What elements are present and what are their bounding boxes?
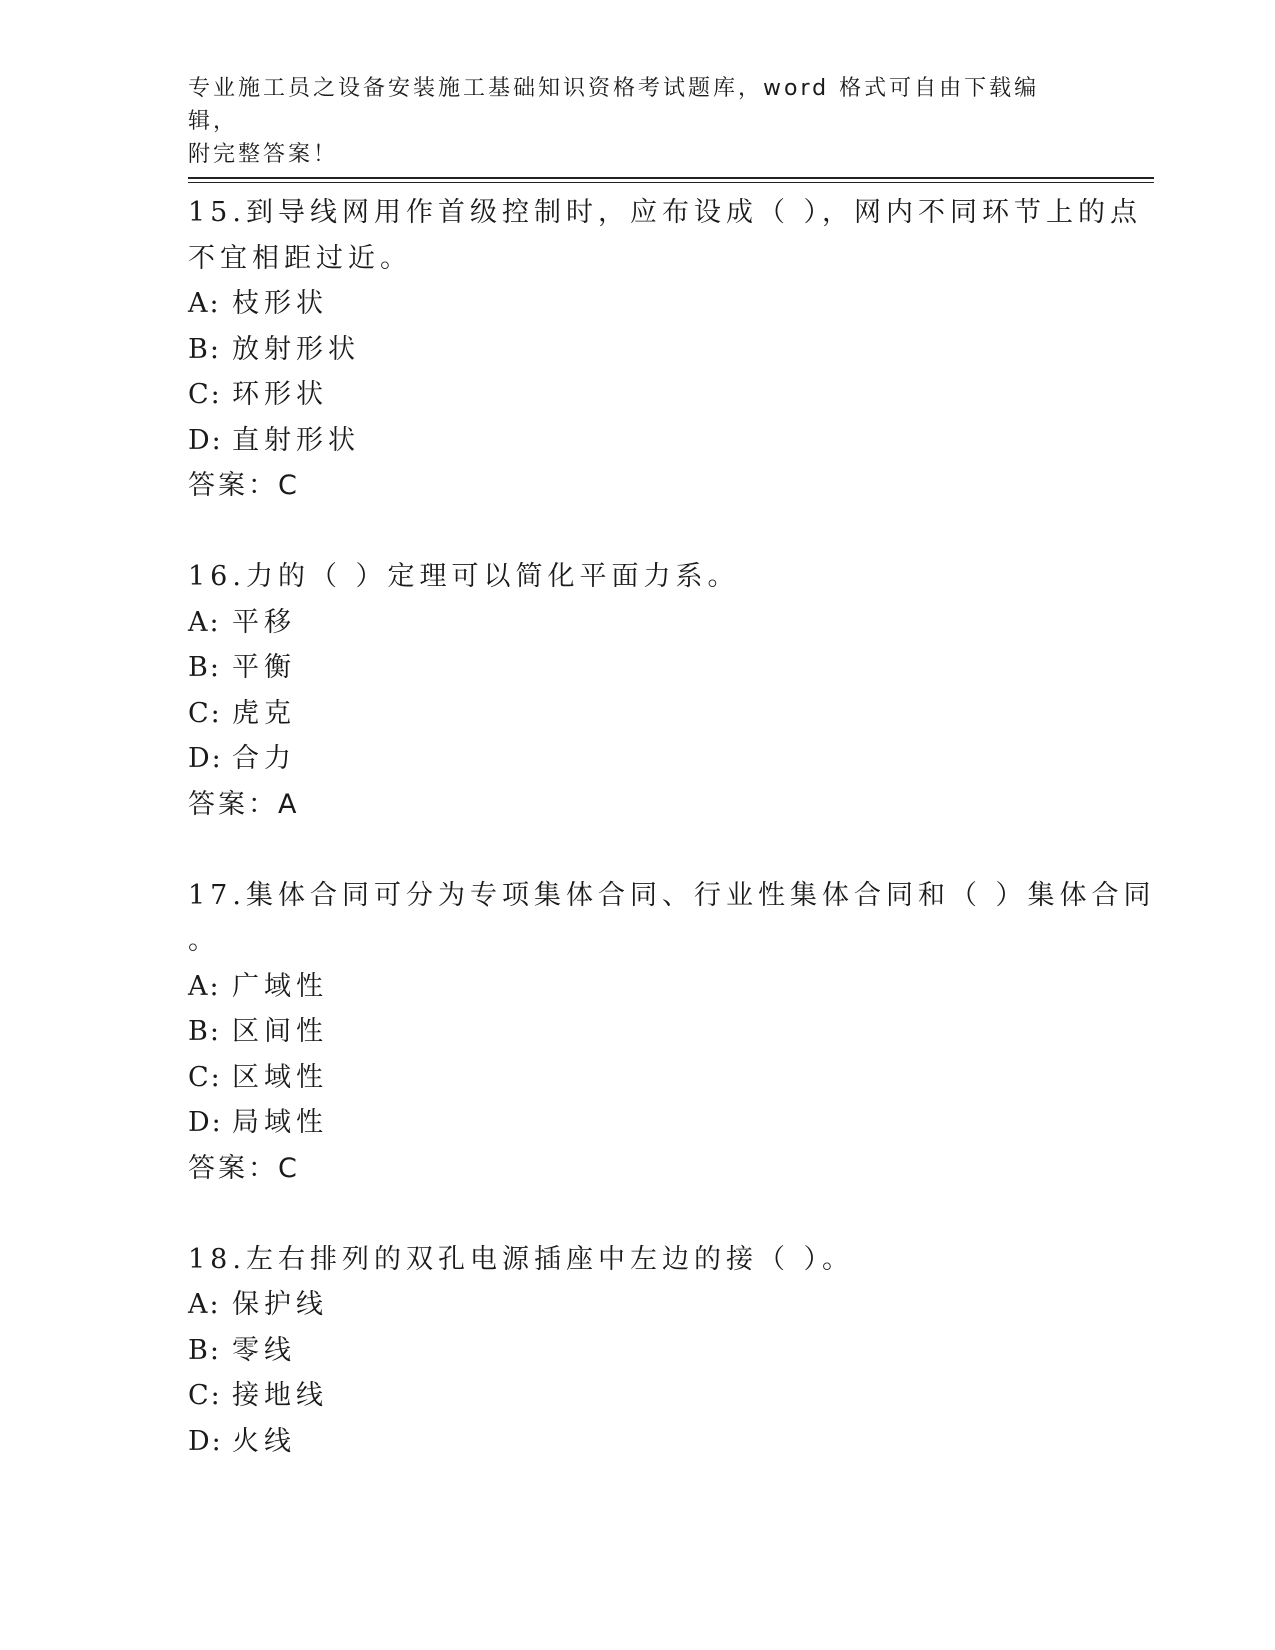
option-c	[188, 691, 1068, 737]
option-b	[188, 645, 1068, 691]
option-letter: C:	[188, 379, 222, 410]
question-stem: 15.到导线网用作首级控制时，应布设成（ ），网内不同环节上的点	[188, 197, 1143, 228]
option-text: 枝形状	[232, 288, 328, 319]
option-text: 接地线	[232, 1380, 328, 1411]
question-list	[188, 190, 1156, 1464]
option-letter: D:	[188, 1425, 223, 1457]
option-letter: C:	[188, 1380, 222, 1411]
question-stem-continued: 。	[188, 925, 220, 956]
question-stem: 16.力的（ ）定理可以简化平面力系。	[188, 561, 740, 592]
option-letter: B:	[188, 1334, 221, 1366]
answer-line: 答案：A	[188, 788, 300, 820]
option-text: 放射形状	[232, 333, 360, 365]
option-a	[188, 1282, 1068, 1328]
spacer	[188, 509, 1068, 555]
option-letter: B:	[188, 1016, 221, 1047]
option-b	[188, 327, 1068, 373]
option-a	[188, 964, 1068, 1010]
question-16	[188, 554, 1068, 827]
option-text: 区间性	[232, 1016, 328, 1047]
question-stem: 18.左右排列的双孔电源插座中左边的接（ ）。	[188, 1243, 855, 1275]
document-header	[188, 72, 1068, 171]
option-text: 环形状	[232, 379, 328, 410]
option-letter: D:	[188, 424, 223, 456]
header-divider-thin	[188, 182, 1154, 183]
option-letter: B:	[188, 333, 221, 365]
option-text: 保护线	[232, 1289, 328, 1320]
option-d	[188, 1100, 1068, 1146]
header-line-2: 附完整答案！	[188, 142, 339, 167]
option-c	[188, 372, 1068, 418]
option-letter: A:	[188, 288, 221, 319]
spacer	[188, 1191, 1068, 1237]
answer-line: 答案：C	[188, 1152, 300, 1184]
option-text: 局域性	[232, 1107, 328, 1138]
option-b	[188, 1328, 1068, 1374]
option-b	[188, 1009, 1068, 1055]
option-c	[188, 1055, 1068, 1101]
question-stem-continued: 不宜相距过近。	[188, 242, 412, 274]
option-letter: C:	[188, 697, 222, 729]
spacer	[188, 827, 1068, 873]
option-text: 零线	[232, 1334, 296, 1366]
option-letter: B:	[188, 652, 221, 683]
option-text: 虎克	[232, 697, 296, 729]
question-17	[188, 873, 1156, 1192]
option-c	[188, 1373, 1068, 1419]
question-18	[188, 1237, 1068, 1465]
answer-line: 答案：C	[188, 470, 300, 501]
option-letter: A:	[188, 606, 221, 638]
option-text: 合力	[232, 743, 296, 774]
option-text: 广域性	[232, 970, 328, 1002]
header-divider-thick	[188, 177, 1154, 179]
option-text: 火线	[232, 1425, 296, 1457]
option-text: 直射形状	[232, 424, 360, 456]
option-text: 平衡	[232, 652, 296, 683]
option-d	[188, 418, 1068, 464]
header-line-1: 专业施工员之设备安装施工基础知识资格考试题库，word 格式可自由下载编辑，	[188, 76, 1040, 134]
option-d	[188, 736, 1068, 782]
option-letter: D:	[188, 743, 223, 774]
option-letter: D:	[188, 1107, 223, 1138]
question-15	[188, 190, 1143, 509]
option-text: 平移	[232, 606, 296, 638]
option-text: 区域性	[232, 1061, 328, 1093]
option-letter: A:	[188, 970, 221, 1002]
option-letter: C:	[188, 1061, 222, 1093]
option-d	[188, 1419, 1068, 1465]
question-stem: 17.集体合同可分为专项集体合同、行业性集体合同和（ ）集体合同	[188, 879, 1156, 911]
option-letter: A:	[188, 1289, 221, 1320]
option-a	[188, 281, 1068, 327]
option-a	[188, 600, 1068, 646]
